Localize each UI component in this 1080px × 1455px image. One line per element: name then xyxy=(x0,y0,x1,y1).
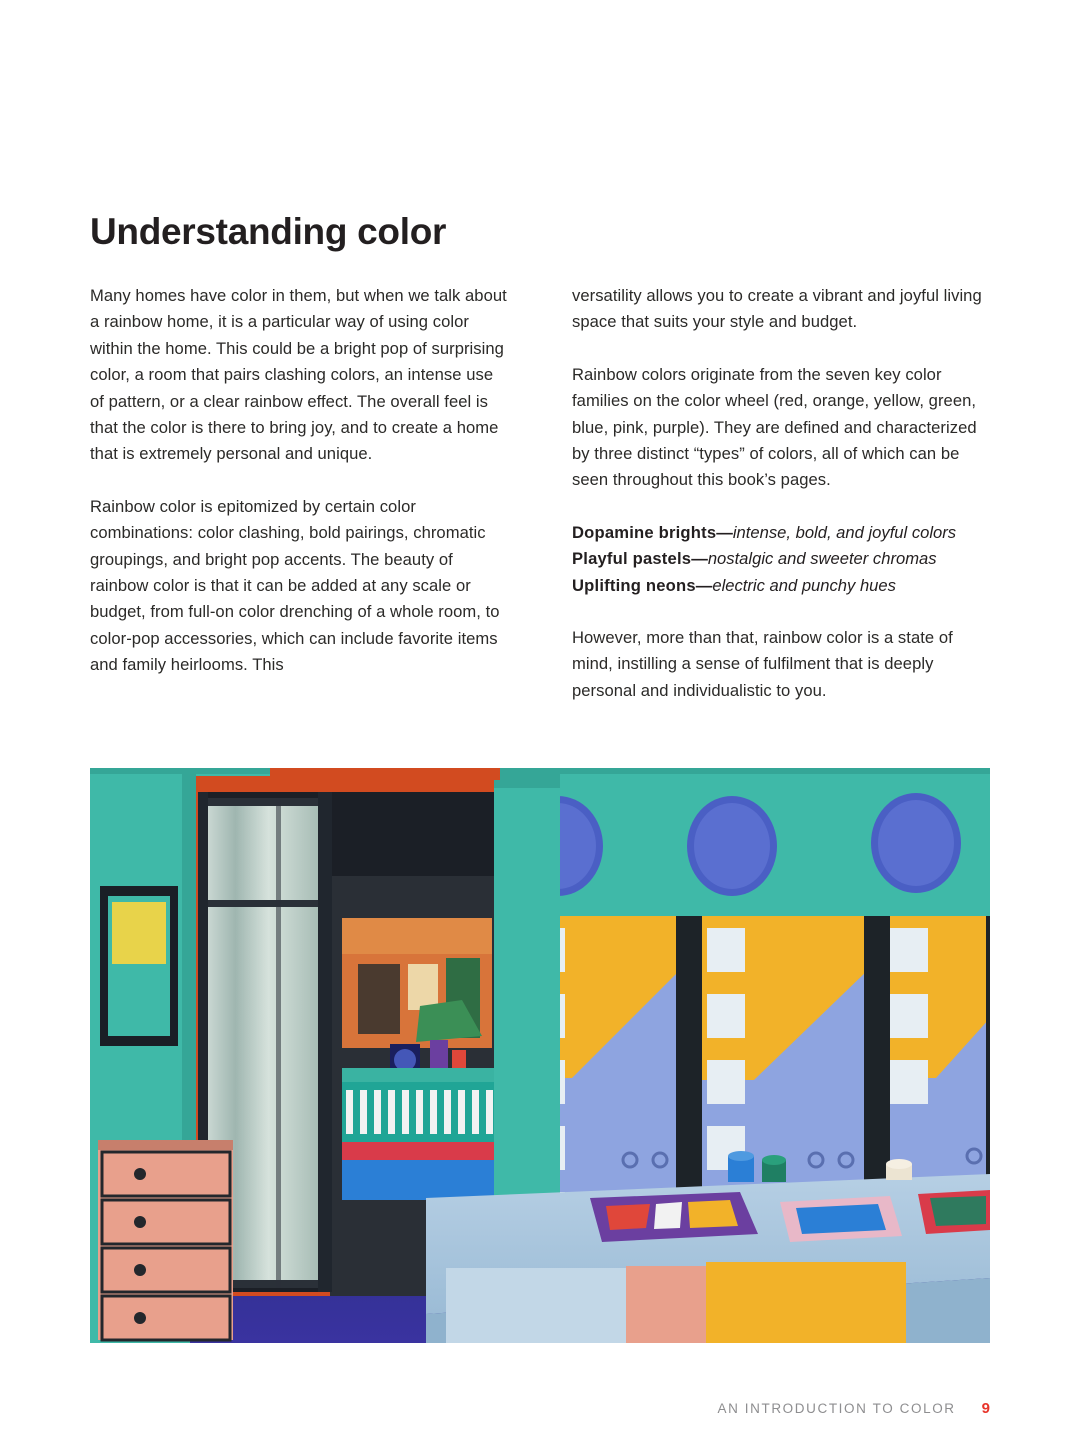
definition-description: nostalgic and sweeter chromas xyxy=(707,549,937,569)
definition-description: electric and punchy hues xyxy=(712,575,896,595)
definition-dash: — xyxy=(695,575,713,595)
paragraph: versatility allows you to create a vibrant and joyful living space that suits your style and budget. xyxy=(572,286,982,332)
definition-description: intense, bold, and joyful colors xyxy=(732,522,957,542)
definition-term: Playful pastels xyxy=(572,549,692,569)
paragraph: Many homes have color in them, but when we talk about a rainbow home, it is a particular way of using color within the home. This could be a bright pop of surprising color, a room that pairs clashing colors, an intense use of pattern, or a clear rainbow effect. The overall feel is that the color is there to bring joy, and to create a home that is extremely personal and unique. xyxy=(90,286,507,464)
right-column xyxy=(572,283,990,704)
footer-section-label: AN INTRODUCTION TO COLOR xyxy=(717,1401,956,1416)
definition-dash: — xyxy=(716,522,733,542)
definition-term: Uplifting neons xyxy=(572,575,696,595)
paragraph: Rainbow colors originate from the seven key color families on the color wheel (red, orange, yellow, green, blue, pink, purple). They are defined and characterized by three distinct “types” of colors, all of which can be seen throughout this book’s pages. xyxy=(572,364,977,490)
paragraph: Rainbow color is epitomized by certain color combinations: color clashing, bold pairings, chromatic groupings, and bright pop accents. The beauty of rainbow color is that it can be added at any scale or budget, from full-on color drenching of a whole room, to color-pop accessories, which can include favorite items and family heirlooms. This xyxy=(90,496,500,675)
page-number: 9 xyxy=(981,1400,990,1417)
photo-illustration xyxy=(90,768,990,1343)
left-column xyxy=(90,283,508,704)
color-type-definitions xyxy=(572,520,990,599)
definition-term: Dopamine brights xyxy=(572,522,717,542)
definition-row xyxy=(572,573,990,599)
definition-row xyxy=(572,520,990,546)
page-title: Understanding color xyxy=(90,210,447,252)
page-footer xyxy=(90,1400,990,1417)
paragraph: However, more than that, rainbow color is a state of mind, instilling a sense of fulfilment that is deeply personal and individualistic to you. xyxy=(572,628,953,700)
definition-dash: — xyxy=(691,549,708,569)
interior-photograph xyxy=(90,768,990,1343)
definition-row xyxy=(572,546,990,572)
body-columns xyxy=(90,283,990,704)
